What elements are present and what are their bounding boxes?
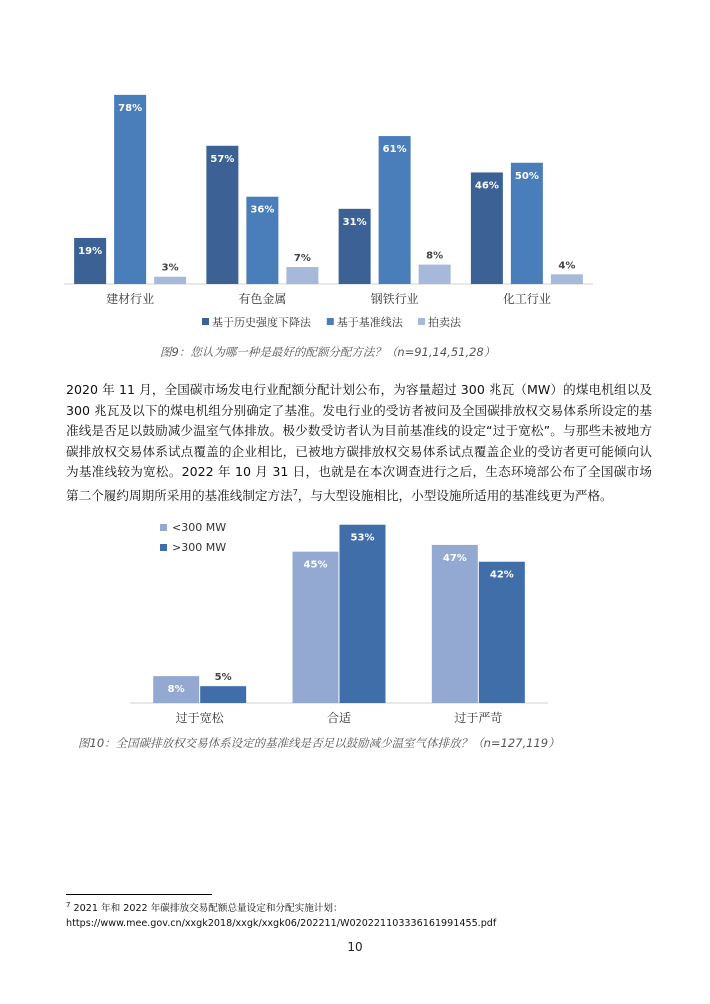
data-label: 4% [558,260,576,272]
page-number: 10 [347,940,363,954]
bar [293,552,339,703]
legend-label: 拍卖法 [428,316,461,329]
legend-label: <300 MW [172,521,227,534]
bar [479,562,525,703]
figure-10-caption: 图10：全国碳排放权交易体系设定的基准线是否足以鼓励减少温室气体排放？（n=127,119） [78,736,560,750]
figure-9-caption: 图9：您认为哪一种是最好的配额分配方法？（n=91,14,51,28） [160,345,496,359]
data-label: 53% [350,532,375,544]
data-label: 8% [167,684,185,696]
footnote-ref[interactable]: 7 [292,487,298,497]
category-label: 合适 [326,711,352,725]
data-label: 57% [210,153,235,165]
bar [340,525,386,703]
legend-label: 基于基准线法 [336,316,403,329]
footnote [66,898,496,931]
category-label: 有色金属 [238,292,287,306]
legend-label: 基于历史强度下降法 [212,316,311,329]
body-text-tail: ，与大型设施相比，小型设施所适用的基准线更为严格。 [297,488,613,504]
footnote-marker: 7 [66,901,71,909]
data-label: 31% [342,216,367,228]
body-text: 2020 年 11 月，全国碳市场发电行业配额分配计划公布，为容量超过 300 兆瓦（MW）的煤电机组以及 300 兆瓦及以下的煤电机组分别确定了基准。发电行业的受访者被问及全国碳排放权交易体系所设定的基准线是否足以鼓励减少温室气体排放。极少数受访者认为目前基准线的设定“过于宽松”。与那些未被地方碳排放权交易体系试点覆盖的企业相比，已被地方碳排放权交易体系试点覆盖企业的受访者更可能倾向认为基准线较为宽松。2022 年 10 月 31 日，也就是在本次调查进行之后，生态环境部公布了全国碳市场第二个履约周期所采用的基准线制定方法 [66,382,652,504]
data-label: 5% [214,672,232,684]
footnote-url[interactable]: https://www.mee.gov.cn/xxgk2018/xxgk/xxgk06/202211/W020221103336161991455.pdf [66,918,497,930]
data-label: 46% [474,180,499,192]
footnote-divider [66,894,212,895]
legend-swatch [160,524,167,531]
data-label: 8% [426,250,444,262]
category-label: 建材行业 [106,292,155,306]
category-label: 过于严苛 [454,711,503,725]
bar [200,686,246,703]
category-label: 化工行业 [502,292,551,306]
data-label: 45% [303,559,328,571]
data-label: 7% [293,253,311,265]
category-label: 钢铁行业 [370,292,419,306]
data-label: 61% [382,144,407,156]
data-label: 42% [489,569,514,581]
data-label: 78% [118,102,143,114]
data-label: 47% [442,552,467,564]
data-label: 3% [161,262,179,274]
bar [432,545,478,703]
legend-label: >300 MW [172,541,227,554]
data-label: 36% [250,204,275,216]
legend-swatch [160,544,167,551]
data-label: 50% [514,170,539,182]
footnote-text: 2021 年和 2022 年碳排放交易配额总量设定和分配实施计划： [73,903,343,915]
category-label: 过于宽松 [175,711,224,725]
data-label: 19% [78,245,103,257]
